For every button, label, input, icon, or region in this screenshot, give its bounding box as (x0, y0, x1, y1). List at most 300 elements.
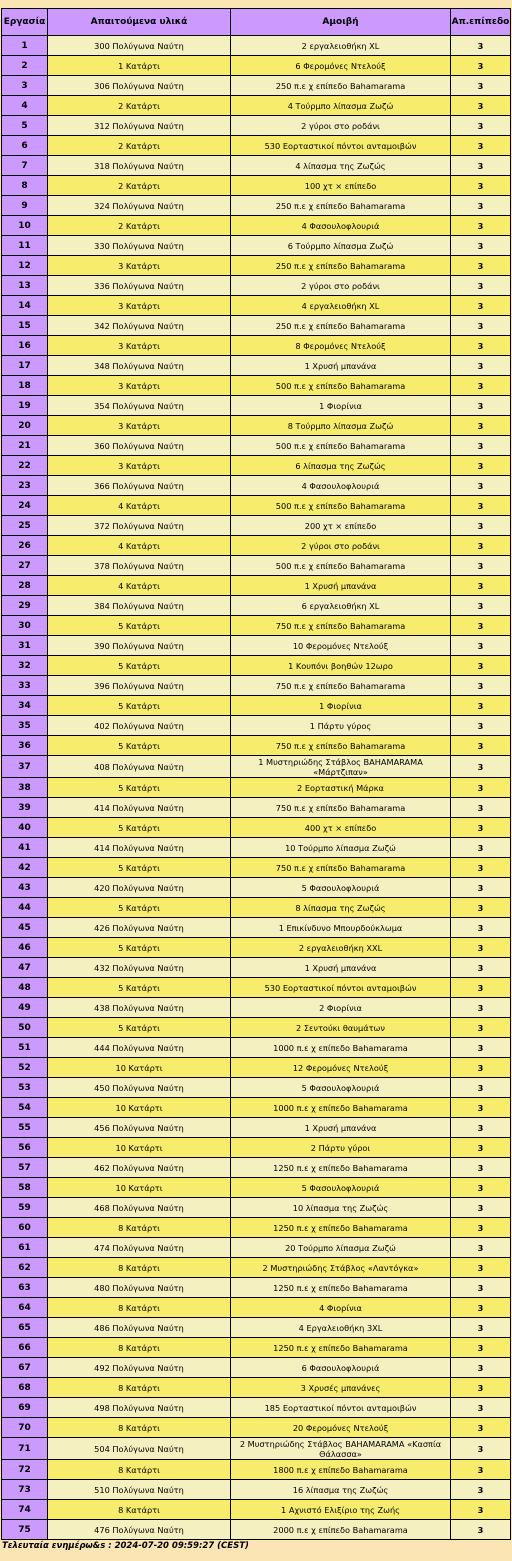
required-level: 3 (451, 1118, 511, 1138)
task-number: 44 (2, 898, 48, 918)
task-number: 16 (2, 336, 48, 356)
table-row (2, 1500, 511, 1520)
required-materials: 5 Κατάρτι (48, 616, 231, 636)
required-level: 3 (451, 1018, 511, 1038)
table-row (2, 76, 511, 96)
required-level: 3 (451, 356, 511, 376)
required-level: 3 (451, 216, 511, 236)
table-row (2, 436, 511, 456)
required-materials: 1 Κατάρτι (48, 56, 231, 76)
reward: 12 Φερομόνες Ντελούξ (231, 1058, 451, 1078)
table-row (2, 1438, 511, 1460)
task-number: 30 (2, 616, 48, 636)
reward: 250 π.ε χ επίπεδο Bahamarama (231, 256, 451, 276)
required-materials: 510 Πολύγωνα Ναύτη (48, 1480, 231, 1500)
required-level: 3 (451, 136, 511, 156)
reward: 200 χτ × επίπεδο (231, 516, 451, 536)
required-materials: 5 Κατάρτι (48, 656, 231, 676)
table-row (2, 696, 511, 716)
header-reward: Αμοιβή (231, 9, 451, 36)
table-row (2, 1278, 511, 1298)
required-level: 3 (451, 898, 511, 918)
task-number: 36 (2, 736, 48, 756)
required-level: 3 (451, 36, 511, 56)
table-row (2, 236, 511, 256)
required-materials: 444 Πολύγωνα Ναύτη (48, 1038, 231, 1058)
required-materials: 456 Πολύγωνα Ναύτη (48, 1118, 231, 1138)
required-level: 3 (451, 958, 511, 978)
table-row (2, 656, 511, 676)
reward: 1 Αχνιστό Ελιξίριο της Ζωής (231, 1500, 451, 1520)
required-materials: 354 Πολύγωνα Ναύτη (48, 396, 231, 416)
table-row (2, 1078, 511, 1098)
required-level: 3 (451, 858, 511, 878)
required-level: 3 (451, 696, 511, 716)
required-level: 3 (451, 1258, 511, 1278)
task-number: 9 (2, 196, 48, 216)
reward: 8 Φερομόνες Ντελούξ (231, 336, 451, 356)
reward: 1 Χρυσή μπανάνα (231, 1118, 451, 1138)
task-number: 3 (2, 76, 48, 96)
required-level: 3 (451, 636, 511, 656)
task-number: 47 (2, 958, 48, 978)
required-materials: 486 Πολύγωνα Ναύτη (48, 1318, 231, 1338)
task-number: 25 (2, 516, 48, 536)
required-level: 3 (451, 496, 511, 516)
required-level: 3 (451, 756, 511, 778)
required-level: 3 (451, 978, 511, 998)
task-number: 4 (2, 96, 48, 116)
reward: 2000 π.ε χ επίπεδο Bahamarama (231, 1520, 451, 1540)
task-number: 26 (2, 536, 48, 556)
reward: 2 Μυστηριώδης Στάβλος «Λαντόγκα» (231, 1258, 451, 1278)
required-level: 3 (451, 1178, 511, 1198)
table-row (2, 316, 511, 336)
table-row (2, 1058, 511, 1078)
required-level: 3 (451, 476, 511, 496)
required-materials: 438 Πολύγωνα Ναύτη (48, 998, 231, 1018)
header-row (2, 9, 511, 36)
required-materials: 504 Πολύγωνα Ναύτη (48, 1438, 231, 1460)
required-materials: 5 Κατάρτι (48, 778, 231, 798)
table-row (2, 536, 511, 556)
task-number: 34 (2, 696, 48, 716)
table-row (2, 196, 511, 216)
task-number: 15 (2, 316, 48, 336)
table-row (2, 998, 511, 1018)
table-row (2, 56, 511, 76)
required-materials: 480 Πολύγωνα Ναύτη (48, 1278, 231, 1298)
reward: 500 π.ε χ επίπεδο Bahamarama (231, 556, 451, 576)
required-level: 3 (451, 56, 511, 76)
task-number: 31 (2, 636, 48, 656)
table-row (2, 1480, 511, 1500)
task-number: 41 (2, 838, 48, 858)
reward: 4 Τούρμπο λίπασμα Ζωζώ (231, 96, 451, 116)
header-required-level: Απ.επίπεδο (451, 9, 511, 36)
required-level: 3 (451, 156, 511, 176)
table-row (2, 1318, 511, 1338)
table-row (2, 736, 511, 756)
required-level: 3 (451, 196, 511, 216)
reward: 1250 π.ε χ επίπεδο Bahamarama (231, 1218, 451, 1238)
required-materials: 5 Κατάρτι (48, 818, 231, 838)
required-materials: 2 Κατάρτι (48, 176, 231, 196)
task-number: 45 (2, 918, 48, 938)
required-materials: 348 Πολύγωνα Ναύτη (48, 356, 231, 376)
reward: 750 π.ε χ επίπεδο Bahamarama (231, 676, 451, 696)
required-materials: 2 Κατάρτι (48, 136, 231, 156)
required-materials: 5 Κατάρτι (48, 736, 231, 756)
table-row (2, 1460, 511, 1480)
required-level: 3 (451, 998, 511, 1018)
reward: 1 Πάρτυ γύρος (231, 716, 451, 736)
table-row (2, 296, 511, 316)
reward: 750 π.ε χ επίπεδο Bahamarama (231, 798, 451, 818)
required-level: 3 (451, 576, 511, 596)
required-level: 3 (451, 1438, 511, 1460)
required-level: 3 (451, 536, 511, 556)
required-level: 3 (451, 176, 511, 196)
task-number: 62 (2, 1258, 48, 1278)
table-row (2, 156, 511, 176)
quest-table (1, 8, 511, 1540)
table-row (2, 898, 511, 918)
task-number: 35 (2, 716, 48, 736)
table-row (2, 556, 511, 576)
required-materials: 476 Πολύγωνα Ναύτη (48, 1520, 231, 1540)
reward: 2 εργαλειοθήκη XL (231, 36, 451, 56)
reward: 10 λίπασμα της Ζωζώς (231, 1198, 451, 1218)
table-row (2, 476, 511, 496)
required-level: 3 (451, 316, 511, 336)
table-row (2, 1238, 511, 1258)
required-level: 3 (451, 918, 511, 938)
reward: 16 λίπασμα της Ζωζώς (231, 1480, 451, 1500)
table-row (2, 1018, 511, 1038)
task-number: 42 (2, 858, 48, 878)
table-row (2, 376, 511, 396)
task-number: 39 (2, 798, 48, 818)
reward: 3 Χρυσές μπανάνες (231, 1378, 451, 1398)
reward: 1 Χρυσή μπανάνα (231, 958, 451, 978)
reward: 1250 π.ε χ επίπεδο Bahamarama (231, 1338, 451, 1358)
reward: 4 Φασουλοφλουριά (231, 476, 451, 496)
required-level: 3 (451, 1378, 511, 1398)
required-level: 3 (451, 878, 511, 898)
reward: 100 χτ × επίπεδο (231, 176, 451, 196)
reward: 530 Εορταστικοί πόντοι ανταμοιβών (231, 136, 451, 156)
reward: 2 Φιορίνια (231, 998, 451, 1018)
table-row (2, 116, 511, 136)
required-level: 3 (451, 656, 511, 676)
task-number: 68 (2, 1378, 48, 1398)
required-materials: 8 Κατάρτι (48, 1500, 231, 1520)
table-row (2, 256, 511, 276)
reward: 1 Επικίνδυνο Μπουρδούκλωμα (231, 918, 451, 938)
table-row (2, 1118, 511, 1138)
required-level: 3 (451, 1398, 511, 1418)
required-materials: 450 Πολύγωνα Ναύτη (48, 1078, 231, 1098)
task-number: 70 (2, 1418, 48, 1438)
table-row (2, 1418, 511, 1438)
reward: 6 Φασουλοφλουριά (231, 1358, 451, 1378)
reward: 6 εργαλειοθήκη XL (231, 596, 451, 616)
required-level: 3 (451, 76, 511, 96)
task-number: 22 (2, 456, 48, 476)
task-number: 8 (2, 176, 48, 196)
reward: 4 Φιορίνια (231, 1298, 451, 1318)
task-number: 72 (2, 1460, 48, 1480)
task-number: 24 (2, 496, 48, 516)
required-materials: 8 Κατάρτι (48, 1378, 231, 1398)
table-row (2, 1258, 511, 1278)
table-row (2, 1520, 511, 1540)
reward: 250 π.ε χ επίπεδο Bahamarama (231, 316, 451, 336)
reward: 2 Εορταστική Μάρκα (231, 778, 451, 798)
reward: 750 π.ε χ επίπεδο Bahamarama (231, 736, 451, 756)
required-materials: 408 Πολύγωνα Ναύτη (48, 756, 231, 778)
required-level: 3 (451, 1238, 511, 1258)
task-number: 27 (2, 556, 48, 576)
required-materials: 420 Πολύγωνα Ναύτη (48, 878, 231, 898)
required-level: 3 (451, 116, 511, 136)
required-level: 3 (451, 798, 511, 818)
task-number: 63 (2, 1278, 48, 1298)
required-materials: 8 Κατάρτι (48, 1418, 231, 1438)
required-materials: 300 Πολύγωνα Ναύτη (48, 36, 231, 56)
required-materials: 378 Πολύγωνα Ναύτη (48, 556, 231, 576)
reward: 2 γύροι στο ροδάνι (231, 276, 451, 296)
table-row (2, 576, 511, 596)
required-materials: 10 Κατάρτι (48, 1138, 231, 1158)
task-number: 2 (2, 56, 48, 76)
required-materials: 10 Κατάρτι (48, 1098, 231, 1118)
required-level: 3 (451, 818, 511, 838)
task-number: 71 (2, 1438, 48, 1460)
table-row (2, 1398, 511, 1418)
required-level: 3 (451, 376, 511, 396)
required-level: 3 (451, 556, 511, 576)
required-level: 3 (451, 676, 511, 696)
task-number: 67 (2, 1358, 48, 1378)
reward: 20 Τούρμπο λίπασμα Ζωζώ (231, 1238, 451, 1258)
reward: 10 Φερομόνες Ντελούξ (231, 636, 451, 656)
table-row (2, 356, 511, 376)
required-level: 3 (451, 596, 511, 616)
reward: 1 Φιορίνια (231, 396, 451, 416)
task-number: 52 (2, 1058, 48, 1078)
task-number: 58 (2, 1178, 48, 1198)
required-level: 3 (451, 336, 511, 356)
required-level: 3 (451, 276, 511, 296)
required-level: 3 (451, 96, 511, 116)
required-materials: 426 Πολύγωνα Ναύτη (48, 918, 231, 938)
reward: 1800 π.ε χ επίπεδο Bahamarama (231, 1460, 451, 1480)
table-row (2, 416, 511, 436)
required-level: 3 (451, 838, 511, 858)
reward: 400 χτ × επίπεδο (231, 818, 451, 838)
table-row (2, 396, 511, 416)
reward: 2 εργαλειοθήκη XXL (231, 938, 451, 958)
table-row (2, 1358, 511, 1378)
task-number: 75 (2, 1520, 48, 1540)
required-level: 3 (451, 1278, 511, 1298)
reward: 20 Φερομόνες Ντελούξ (231, 1418, 451, 1438)
table-row (2, 96, 511, 116)
table-row (2, 1138, 511, 1158)
reward: 2 γύροι στο ροδάνι (231, 536, 451, 556)
table-row (2, 496, 511, 516)
task-number: 10 (2, 216, 48, 236)
reward: 2 Πάρτυ γύροι (231, 1138, 451, 1158)
task-number: 18 (2, 376, 48, 396)
task-number: 54 (2, 1098, 48, 1118)
required-level: 3 (451, 1358, 511, 1378)
table-row (2, 838, 511, 858)
table-row (2, 878, 511, 898)
required-materials: 390 Πολύγωνα Ναύτη (48, 636, 231, 656)
required-level: 3 (451, 256, 511, 276)
required-level: 3 (451, 1460, 511, 1480)
required-level: 3 (451, 1098, 511, 1118)
required-materials: 336 Πολύγωνα Ναύτη (48, 276, 231, 296)
required-materials: 3 Κατάρτι (48, 256, 231, 276)
required-materials: 4 Κατάρτι (48, 536, 231, 556)
required-materials: 366 Πολύγωνα Ναύτη (48, 476, 231, 496)
required-level: 3 (451, 396, 511, 416)
reward: 5 Φασουλοφλουριά (231, 1078, 451, 1098)
task-number: 48 (2, 978, 48, 998)
required-materials: 396 Πολύγωνα Ναύτη (48, 676, 231, 696)
task-number: 64 (2, 1298, 48, 1318)
required-materials: 4 Κατάρτι (48, 576, 231, 596)
table-row (2, 1178, 511, 1198)
table-row (2, 716, 511, 736)
task-number: 53 (2, 1078, 48, 1098)
table-row (2, 596, 511, 616)
task-number: 37 (2, 756, 48, 778)
required-materials: 3 Κατάρτι (48, 376, 231, 396)
task-number: 32 (2, 656, 48, 676)
required-materials: 5 Κατάρτι (48, 858, 231, 878)
required-materials: 432 Πολύγωνα Ναύτη (48, 958, 231, 978)
required-level: 3 (451, 716, 511, 736)
required-materials: 2 Κατάρτι (48, 216, 231, 236)
task-number: 5 (2, 116, 48, 136)
table-row (2, 676, 511, 696)
table-row (2, 1098, 511, 1118)
reward: 500 π.ε χ επίπεδο Bahamarama (231, 436, 451, 456)
required-level: 3 (451, 1418, 511, 1438)
required-materials: 5 Κατάρτι (48, 978, 231, 998)
reward: 185 Εορταστικοί πόντοι ανταμοιβών (231, 1398, 451, 1418)
required-materials: 384 Πολύγωνα Ναύτη (48, 596, 231, 616)
required-materials: 4 Κατάρτι (48, 496, 231, 516)
reward: 6 Φερομόνες Ντελούξ (231, 56, 451, 76)
reward: 1 Χρυσή μπανάνα (231, 576, 451, 596)
table-row (2, 216, 511, 236)
required-materials: 8 Κατάρτι (48, 1338, 231, 1358)
required-materials: 324 Πολύγωνα Ναύτη (48, 196, 231, 216)
task-number: 11 (2, 236, 48, 256)
task-number: 13 (2, 276, 48, 296)
reward: 4 εργαλειοθήκη XL (231, 296, 451, 316)
reward: 1000 π.ε χ επίπεδο Bahamarama (231, 1038, 451, 1058)
reward: 4 Εργαλειοθήκη 3XL (231, 1318, 451, 1338)
required-materials: 312 Πολύγωνα Ναύτη (48, 116, 231, 136)
required-materials: 342 Πολύγωνα Ναύτη (48, 316, 231, 336)
task-number: 7 (2, 156, 48, 176)
reward: 5 Φασουλοφλουριά (231, 878, 451, 898)
required-materials: 3 Κατάρτι (48, 416, 231, 436)
task-number: 6 (2, 136, 48, 156)
required-materials: 414 Πολύγωνα Ναύτη (48, 798, 231, 818)
table-row (2, 978, 511, 998)
table-row (2, 336, 511, 356)
reward: 1 Μυστηριώδης Στάβλος BAHAMARAMA «Μάρτζιπαν» (231, 756, 451, 778)
task-number: 43 (2, 878, 48, 898)
required-materials: 8 Κατάρτι (48, 1258, 231, 1278)
task-number: 49 (2, 998, 48, 1018)
required-level: 3 (451, 736, 511, 756)
task-number: 74 (2, 1500, 48, 1520)
task-number: 73 (2, 1480, 48, 1500)
table-row (2, 798, 511, 818)
required-materials: 2 Κατάρτι (48, 96, 231, 116)
task-number: 17 (2, 356, 48, 376)
reward: 500 π.ε χ επίπεδο Bahamarama (231, 376, 451, 396)
task-number: 20 (2, 416, 48, 436)
table-row (2, 938, 511, 958)
required-materials: 468 Πολύγωνα Ναύτη (48, 1198, 231, 1218)
required-materials: 8 Κατάρτι (48, 1460, 231, 1480)
required-level: 3 (451, 778, 511, 798)
reward: 1 Χρυσή μπανάνα (231, 356, 451, 376)
table-row (2, 36, 511, 56)
table-row (2, 1198, 511, 1218)
task-number: 14 (2, 296, 48, 316)
required-level: 3 (451, 1138, 511, 1158)
reward: 10 Τούρμπο λίπασμα Ζωζώ (231, 838, 451, 858)
task-number: 33 (2, 676, 48, 696)
task-number: 40 (2, 818, 48, 838)
task-number: 69 (2, 1398, 48, 1418)
task-number: 28 (2, 576, 48, 596)
required-level: 3 (451, 516, 511, 536)
required-materials: 318 Πολύγωνα Ναύτη (48, 156, 231, 176)
task-number: 66 (2, 1338, 48, 1358)
reward: 1000 π.ε χ επίπεδο Bahamarama (231, 1098, 451, 1118)
task-number: 50 (2, 1018, 48, 1038)
required-level: 3 (451, 1038, 511, 1058)
required-level: 3 (451, 1298, 511, 1318)
required-level: 3 (451, 1198, 511, 1218)
required-level: 3 (451, 436, 511, 456)
required-materials: 3 Κατάρτι (48, 456, 231, 476)
required-materials: 3 Κατάρτι (48, 336, 231, 356)
table-row (2, 858, 511, 878)
required-materials: 10 Κατάρτι (48, 1178, 231, 1198)
reward: 6 λίπασμα της Ζωζώς (231, 456, 451, 476)
required-level: 3 (451, 1078, 511, 1098)
task-number: 29 (2, 596, 48, 616)
table-row (2, 1338, 511, 1358)
table-row (2, 176, 511, 196)
required-materials: 5 Κατάρτι (48, 696, 231, 716)
reward: 530 Εορταστικοί πόντοι ανταμοιβών (231, 978, 451, 998)
task-number: 23 (2, 476, 48, 496)
